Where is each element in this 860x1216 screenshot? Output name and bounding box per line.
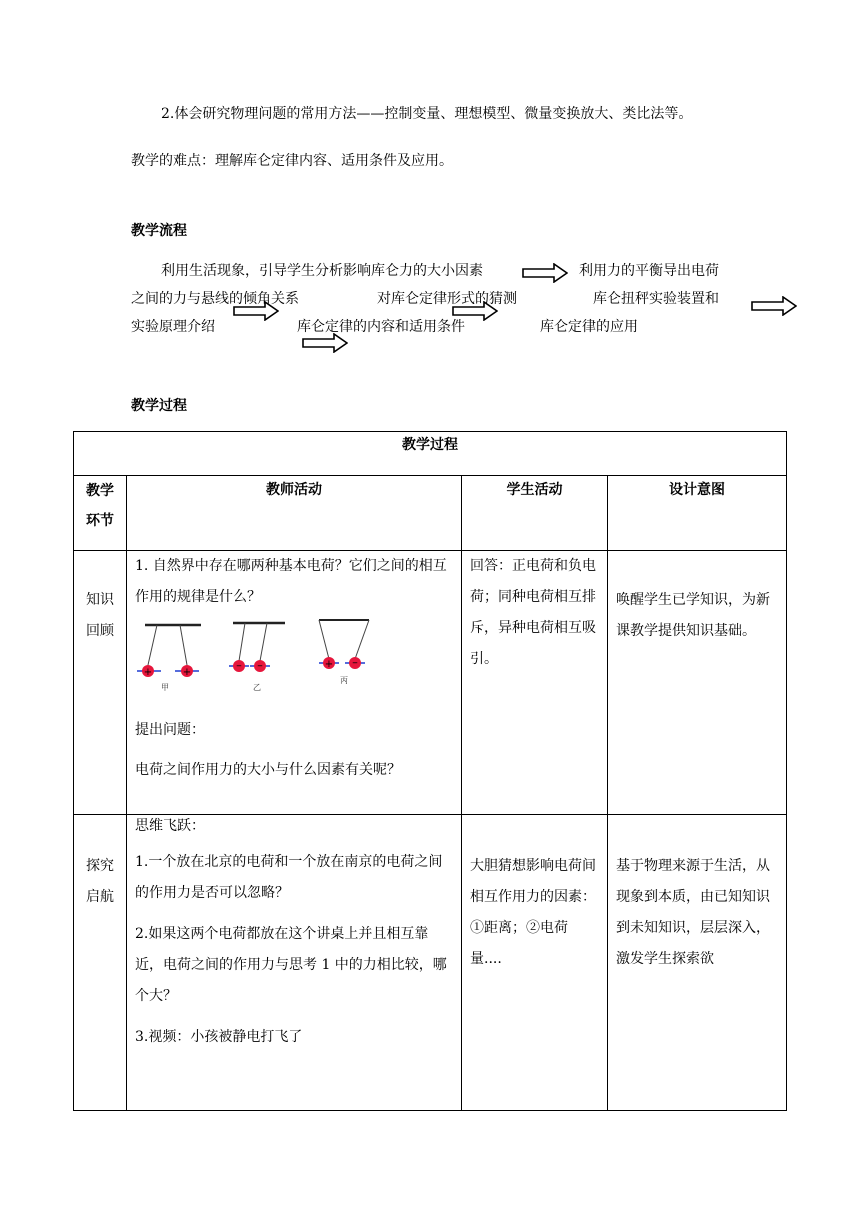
pendulum-figure xyxy=(135,619,455,709)
teacher-title: 思维飞跃： xyxy=(135,818,205,834)
svg-text:+: + xyxy=(324,659,334,670)
flow-heading: 教学流程 xyxy=(131,223,187,239)
flow-arrow-icon xyxy=(522,263,568,283)
svg-text:–: – xyxy=(236,659,242,672)
flow-step-3: 对库仑定律形式的猜测 xyxy=(377,291,517,307)
flow-step-6: 库仑定律的应用 xyxy=(540,319,638,335)
svg-text:–: – xyxy=(352,656,358,669)
flow-step-1: 利用生活现象，引导学生分析影响库仑力的大小因素 xyxy=(161,263,483,279)
svg-text:+: + xyxy=(182,667,192,678)
figure-label-jia: 甲 xyxy=(161,683,169,692)
stage-cell xyxy=(74,551,127,815)
header-stage-line2: 环节 xyxy=(86,513,114,529)
flow-step-2: 利用力的平衡导出电荷 xyxy=(579,263,719,279)
table-row xyxy=(74,815,787,1111)
flow-arrow-icon xyxy=(233,301,279,321)
header-stage xyxy=(74,476,127,551)
difficulty-text: 教学的难点：理解库仑定律内容、适用条件及应用。 xyxy=(131,153,453,169)
flow-step-4-cont: 实验原理介绍 xyxy=(131,319,215,335)
design-cell: 基于物理来源于生活，从现象到本质，由已知知识到未知知识，层层深入，激发学生探索欲 xyxy=(608,815,787,1111)
header-design: 设计意图 xyxy=(608,476,787,551)
flow-arrow-icon xyxy=(751,296,797,316)
teacher-q1: 1. 自然界中存在哪两种基本电荷？它们之间的相互作用的规律是什么？ xyxy=(135,558,447,605)
teacher-cell xyxy=(127,815,462,1111)
flow-step-5: 库仑定律的内容和适用条件 xyxy=(297,319,465,335)
flow-arrow-icon xyxy=(302,333,348,353)
teacher-cell xyxy=(127,551,462,815)
svg-text:+: + xyxy=(143,667,153,678)
stage-line2: 回顾 xyxy=(86,623,114,639)
teacher-p1: 1.一个放在北京的电荷和一个放在南京的电荷之间的作用力是否可以忽略？ xyxy=(135,854,443,901)
header-teacher: 教师活动 xyxy=(127,476,462,551)
figure-label-bing: 丙 xyxy=(340,676,348,685)
table-row xyxy=(74,551,787,815)
header-stage-line1: 教学 xyxy=(86,483,114,499)
teacher-p3: 3.视频：小孩被静电打飞了 xyxy=(135,1029,303,1045)
objective-2: 2.体会研究物理问题的常用方法——控制变量、理想模型、微量变换放大、类比法等。 xyxy=(161,106,693,122)
flow-step-4: 库仑扭秤实验装置和 xyxy=(593,291,719,307)
teaching-process-table xyxy=(73,431,787,1111)
design-cell: 唤醒学生已学知识，为新课教学提供知识基础。 xyxy=(608,551,787,815)
teacher-ask-text: 电荷之间作用力的大小与什么因素有关呢？ xyxy=(135,762,401,778)
student-cell: 回答：正电荷和负电荷；同种电荷相互排斥，异种电荷相互吸引。 xyxy=(462,551,608,815)
pendulum-diagram xyxy=(135,619,455,709)
flow-step-2-cont: 之间的力与悬线的倾角关系 xyxy=(131,291,299,307)
stage-line1: 探究 xyxy=(86,858,114,874)
stage-cell xyxy=(74,815,127,1111)
table-title: 教学过程 xyxy=(74,432,787,476)
student-cell: 大胆猜想影响电荷间相互作用力的因素：①距离；②电荷量.... xyxy=(462,815,608,1111)
header-student: 学生活动 xyxy=(462,476,608,551)
figure-label-yi: 乙 xyxy=(253,683,261,692)
stage-line1: 知识 xyxy=(86,592,114,608)
stage-line2: 启航 xyxy=(86,889,114,905)
teacher-p2: 2.如果这两个电荷都放在这个讲桌上并且相互靠近，电荷之间的作用力与思考 1 中的力相比较，哪个大？ xyxy=(135,926,447,1004)
teacher-ask-label: 提出问题： xyxy=(135,722,205,738)
svg-text:–: – xyxy=(257,659,263,672)
process-heading: 教学过程 xyxy=(131,398,187,414)
